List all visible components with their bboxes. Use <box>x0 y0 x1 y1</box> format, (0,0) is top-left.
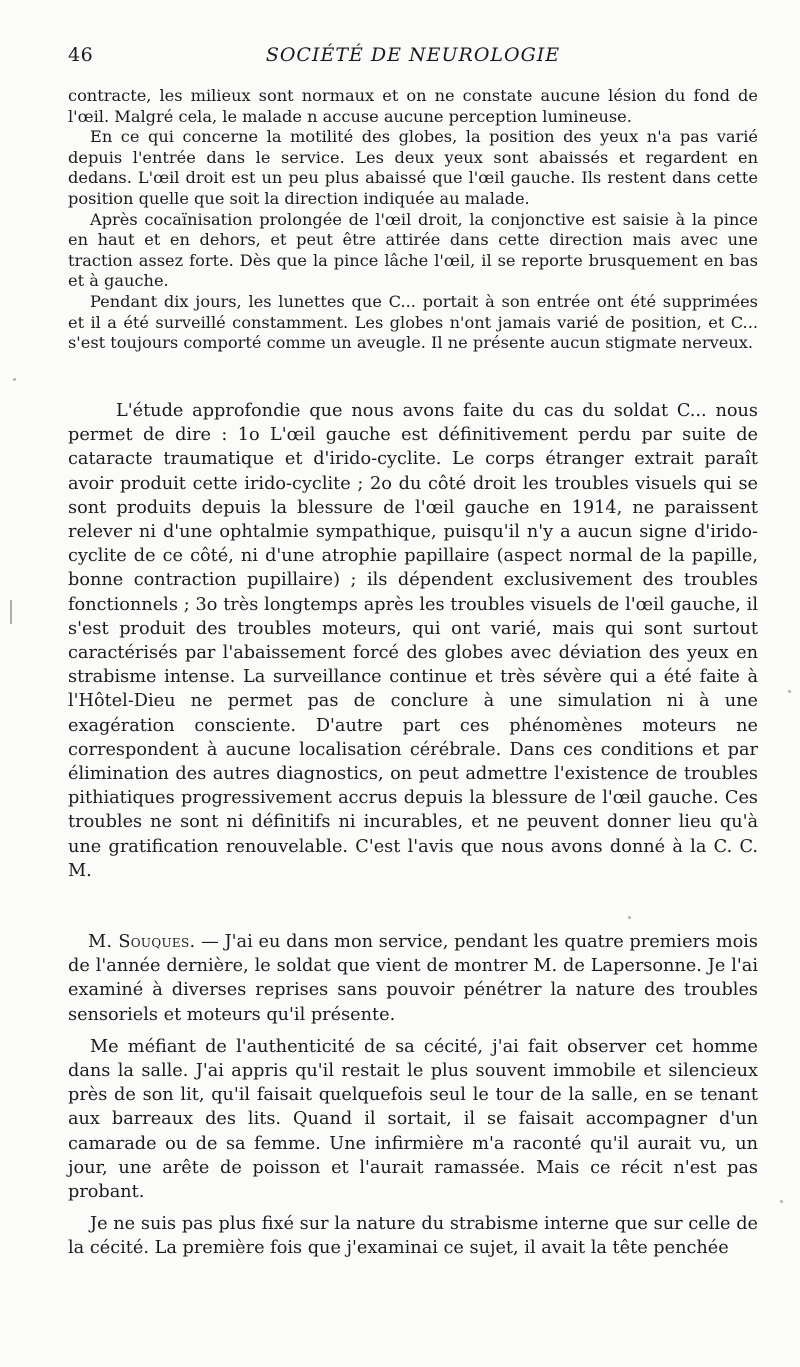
page-header <box>68 44 758 74</box>
paragraph-surveillance: Pendant dix jours, les lunettes que C... portait à son entrée ont été supprimées et il a été surveillé constamment. Les globes n'ont jamais varié de position, et C... s'est toujours comporté comme un aveugle. Il ne présente aucun stigmate nerveux. <box>68 291 758 353</box>
page-number: 46 <box>68 44 94 66</box>
paragraph-cocainisation-test: Après cocaïnisation prolongée de l'œil droit, la conjonctive est saisie à la pince en haut et en dehors, et peut être attirée dans cette direction mais avec une traction assez forte. Dès que la pince lâche l'œil, il se reporte brusquement en bas et à gauche. <box>68 209 758 291</box>
souques-intro-text: — J'ai eu dans mon service, pendant les quatre premiers mois de l'année dernière, le soldat que vient de montrer M. de Lapersonne. Je l'ai examiné à diverses reprises sans pouvoir pénétrer la nature des troubles sensoriels et moteurs qu'il présente. <box>68 932 758 1025</box>
paragraph-blindness-observation: Me méfiant de l'authenticité de sa cécité, j'ai fait observer cet homme dans la salle. J'ai appris qu'il restait le plus souvent immobile et silencieux près de son lit, qu'il faisait quelquefois seul le tour de la salle, en se tenant aux barreaux des lits. Quand il sortait, il se faisait accompagner d'un camarade ou de sa femme. Une infirmière m'a raconté qu'il aurait vu, un jour, une arête de poisson et l'aurait ramassée. Mais ce récit n'est pas probant. <box>68 1036 758 1203</box>
scan-mark-left <box>10 600 12 624</box>
scan-speck <box>628 916 631 919</box>
running-title: SOCIÉTÉ DE NEUROLOGIE <box>265 44 561 66</box>
speaker-name: M. Souques. <box>88 932 196 952</box>
scan-speck <box>13 378 16 381</box>
scan-speck <box>788 690 791 693</box>
paragraph-eye-motility: En ce qui concerne la motilité des globes, la position des yeux n'a pas varié depuis l'entrée dans le service. Les deux yeux sont abaissés et regardent en dedans. L'œil droit est un peu plus abaissé que l'œil gauche. Ils restent dans cette position quelle que soit la direction indiquée au malade. <box>68 127 758 208</box>
paragraph-strabismus: Je ne suis pas plus fixé sur la nature du strabisme interne que sur celle de la cécité. La première fois que j'examinai ce sujet, il avait la tête penchée <box>68 1214 758 1259</box>
paragraph-souques-intro <box>68 930 758 1027</box>
case-report-block <box>68 86 758 354</box>
scan-speck <box>780 1200 783 1203</box>
conclusion-block <box>68 399 758 883</box>
paragraph-conclusion: L'étude approfondie que nous avons faite du cas du soldat C... nous permet de dire : 1o L'œil gauche est définitivement perdu par suite de cataracte traumatique et d'irido-cyclite. Le corps étranger extrait paraît avoir produit cette irido-cyclite ; 2o du côté droit les troubles visuels qui se sont produits depuis la blessure de l'œil gauche en 1914, ne paraissent relever ni d'une ophtalmie sympathique, puisqu'il n'y a aucun signe d'irido-cyclite de ce côté, ni d'une atrophie papillaire (aspect normal de la papille, bonne contraction pupillaire) ; ils dépendent exclusivement des troubles fonctionnels ; 3o très longtemps après les troubles visuels de l'œil gauche, il s'est produit des troubles moteurs, qui ont varié, mais qui sont surtout caractérisés par l'abaissement forcé des globes avec déviation des yeux en strabisme intense. La surveillance continue et très sévère qui a été faite à l'Hôtel-Dieu ne permet pas de conclure à une simulation ni à une exagération consciente. D'autre part ces phénomènes moteurs ne correspondent à aucune localisation cérébrale. Dans ces conditions et par élimination des autres diagnostics, on peut admettre l'existence de troubles pithiatiques progressivement accrus depuis la blessure de l'œil gauche. Ces troubles ne sont ni définitifs ni incurables, et ne peuvent donner lieu qu'à une gratification renouvelable. C'est l'avis que nous avons donné à la C. C. M. <box>68 401 758 881</box>
paragraph-lens-findings: contracte, les milieux sont normaux et on ne constate aucune lésion du fond de l'œil. Malgré cela, le malade n accuse aucune perception lumineuse. <box>68 86 758 126</box>
discussion-block <box>68 930 758 1261</box>
